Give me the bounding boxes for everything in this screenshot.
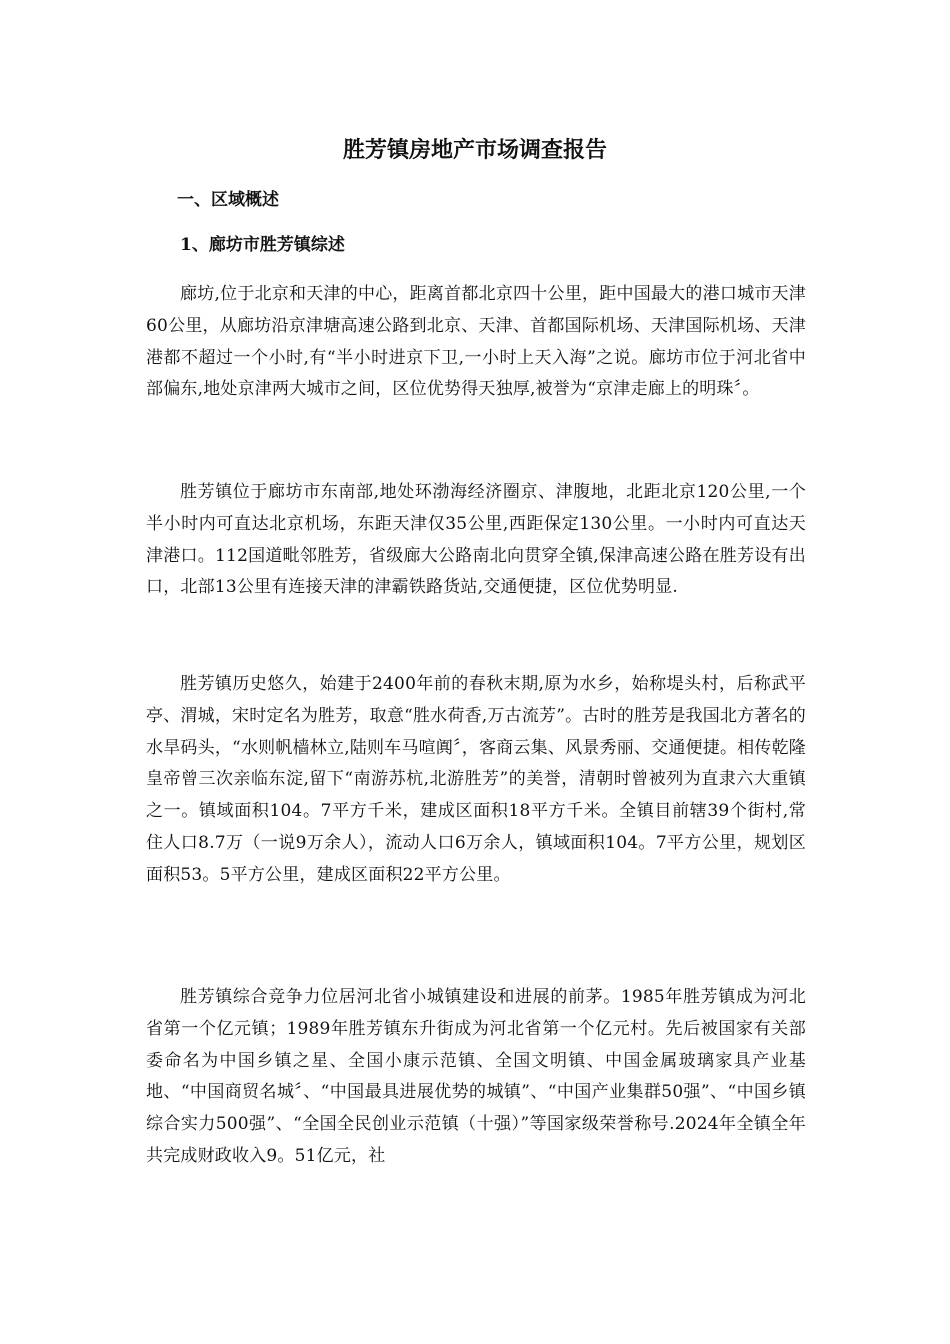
paragraph: 胜芳镇综合竞争力位居河北省小城镇建设和进展的前茅。1985年胜芳镇成为河北省第一个亿元镇；1989年胜芳镇东升街成为河北省第一个亿元村。先后被国家有关部委命名为中国乡镇之星、全国小康示范镇、全国文明镇、中国金属玻璃家具产业基地、“中国商贸名城〞、“中国最具进展优势的城镇”、“中国产业集群50强”、“中国乡镇综合实力500强”、“全国全民创业示范镇（十强）”等国家级荣誉称号.2024年全镇全年共完成财政收入9。51亿元，社 [146,987,806,1166]
paragraph: 胜芳镇位于廊坊市东南部,地处环渤海经济圈京、津腹地，北距北京120公里,一个半小时内可直达北京机场，东距天津仅35公里,西距保定130公里。一小时内可直达天津港口。112国道毗邻胜芳，省级廊大公路南北向贯穿全镇,保津高速公路在胜芳设有出口，北部13公里有连接天津的津霸铁路货站,交通便捷，区位优势明显. [146,482,806,598]
paragraph: 廊坊,位于北京和天津的中心，距离首都北京四十公里，距中国最大的港口城市天津60公里，从廊坊沿京津塘高速公路到北京、天津、首都国际机场、天津国际机场、天津港都不超过一个小时,有“半小时进京下卫,一小时上天入海”之说。廊坊市位于河北省中部偏东,地处京津两大城市之间，区位优势得天独厚,被誉为“京津走廊上的明珠〞。 [146,284,806,400]
paragraph: 胜芳镇历史悠久，始建于2400年前的春秋末期,原为水乡，始称堤头村，后称武平亭、渭城，宋时定名为胜芳，取意“胜水荷香,万古流芳”。古时的胜芳是我国北方著名的水旱码头，“水则帆樯林立,陆则车马喧阗〞，客商云集、风景秀丽、交通便捷。相传乾隆皇帝曾三次亲临东淀,留下“南游苏杭,北游胜芳”的美誉，清朝时曾被列为直隶六大重镇之一。镇域面积104。7平方千米，建成区面积18平方千米。全镇目前辖39个街村,常住人口8.7万（一说9万余人），流动人口6万余人，镇域面积104。7平方公里，规划区面积53。5平方公里，建成区面积22平方公里。 [146,674,806,885]
section-heading: 一、区域概述 [177,190,279,210]
subsection-heading: 1、廊坊市胜芳镇综述 [180,235,345,255]
document-title: 胜芳镇房地产市场调查报告 [342,138,607,163]
